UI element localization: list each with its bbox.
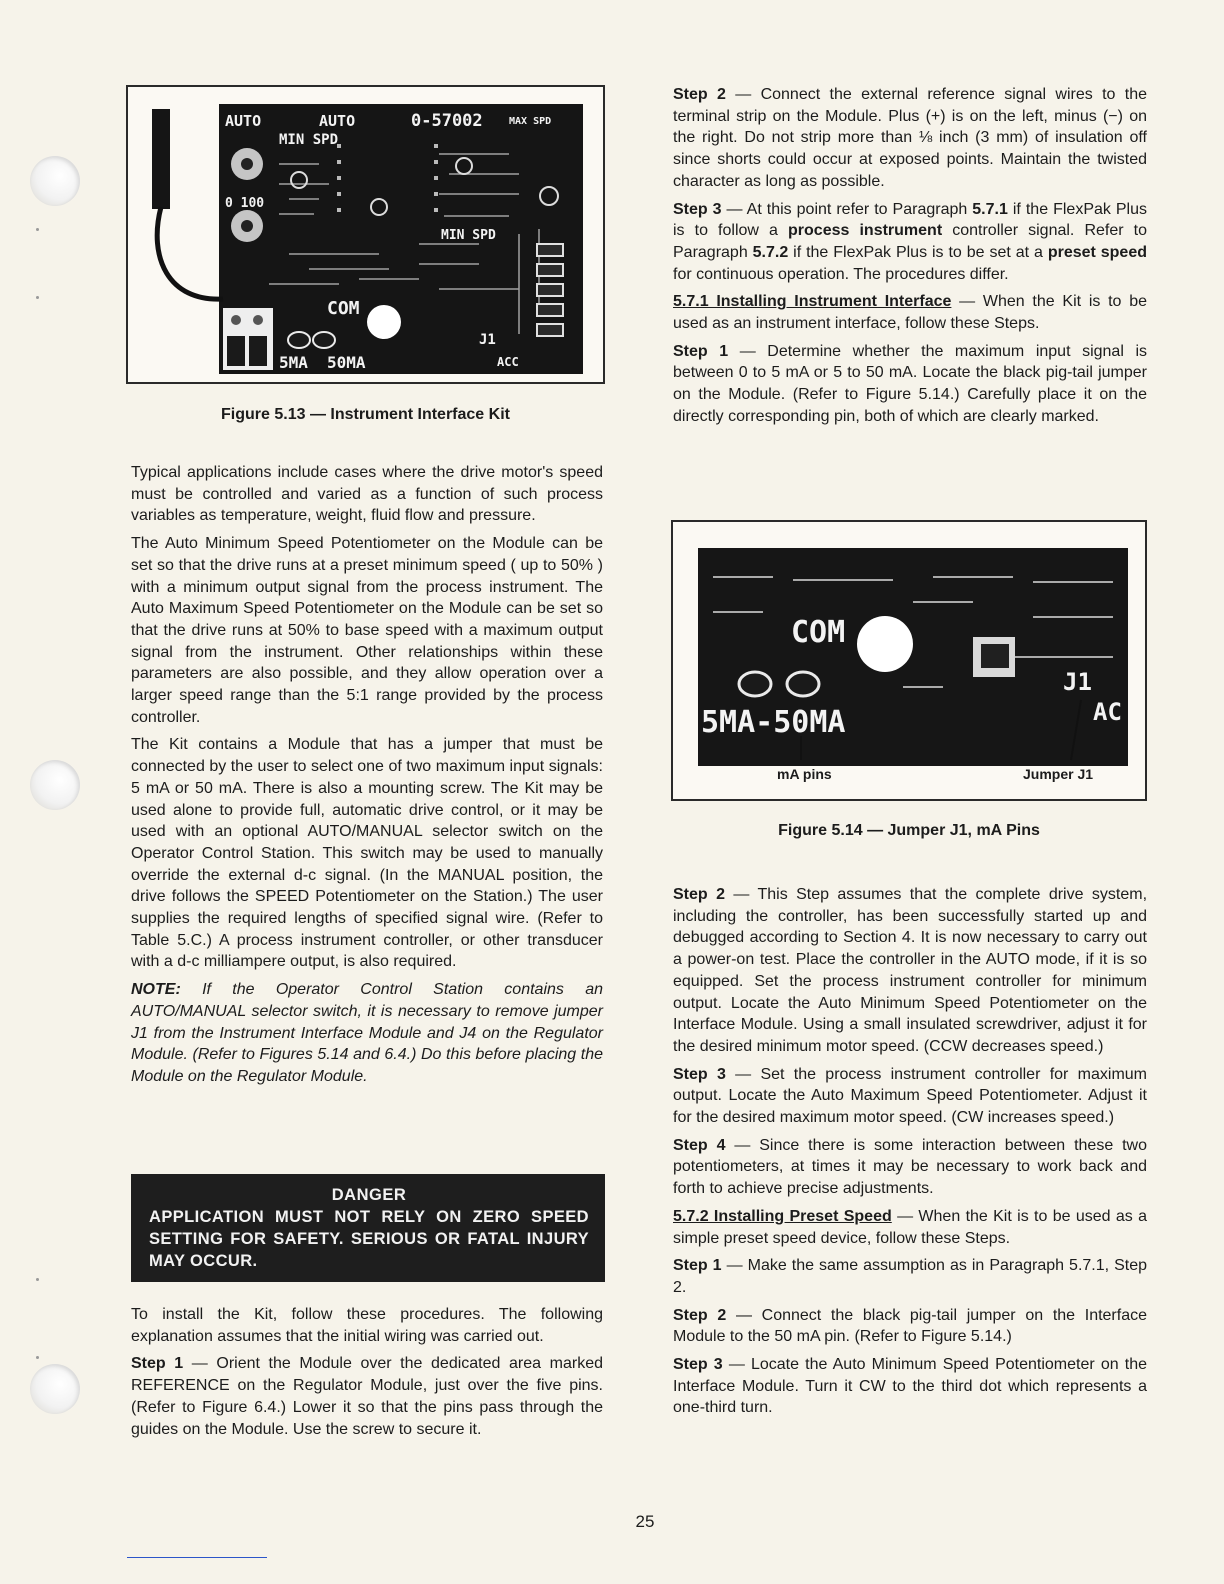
figure-5-14-frame	[671, 520, 1147, 801]
step3-text-b: if the FlexPak Plus is to follow a	[673, 200, 1147, 240]
paragraph-step3-refer	[673, 199, 1147, 286]
paper-speck	[36, 1278, 39, 1281]
paper-speck	[36, 296, 39, 299]
label-auto-max: AUTO	[225, 112, 262, 130]
left-column-lower	[131, 1304, 603, 1446]
s571-step4-text: — Since there is some interaction between these two potentiometers, at times it may be necessary to work back and forth to achieve precise adjustments.	[673, 1136, 1148, 1198]
s572-step2-text: — Connect the black pig-tail jumper on the Interface Module to the 50 mA pin. (Refer to Figure 5.14.)	[673, 1306, 1148, 1346]
footer-rule	[127, 1557, 267, 1558]
s571-step2-label: Step 2	[673, 886, 725, 903]
paragraph-572-step1	[673, 1255, 1147, 1298]
paragraph-572-step2	[673, 1305, 1147, 1348]
paper-speck	[36, 1356, 39, 1359]
pigtail-wire	[128, 87, 607, 386]
step3-preset-speed: preset speed	[1047, 243, 1147, 261]
label-jumper-j1: Jumper J1	[1023, 766, 1094, 782]
paragraph-step2-connect	[673, 84, 1147, 193]
step1-text: — Orient the Module over the dedicated area marked REFERENCE on the Regulator Module, just over the five pins. (Refer to Figure 6.4.) Lower it so that the pins pass through the guides on the Module. Use the screw to secure it.	[131, 1355, 603, 1438]
label-com: COM	[327, 298, 360, 319]
s571-step1-label: Step 1	[673, 342, 729, 360]
paragraph-571-intro	[673, 291, 1147, 334]
figure-5-14-photo	[673, 522, 1145, 799]
paragraph-kit-contents: The Kit contains a Module that has a jumper that must be connected by the user to select one of two maximum input signals: 5 mA or 50 mA. There is also a mounting screw. The Kit may be used alone to provide full, automatic drive control, or it may be used with an optional AUTO/MANUAL selector switch on the Operator Control Station. This switch may be used to manually override the external d-c signal. (In the MANUAL position, the drive follows the SPEED Potentiometer on the Station.) The user supplies the required lengths of specified signal wire. (Refer to Table 5.C.) A process instrument controller, or other transducer with a d-c milliampere output, is also required.	[131, 736, 603, 971]
paragraph-571-step4	[673, 1135, 1147, 1200]
paper-speck	[36, 228, 39, 231]
left-column	[131, 462, 603, 1094]
section-571-heading: 5.7.1 Installing Instrument Interface	[673, 293, 952, 311]
paragraph-step1	[131, 1353, 603, 1440]
label-max-spd: MAX SPD	[509, 116, 552, 127]
page-number: 25	[635, 1512, 655, 1531]
fig514-label-com: COM	[791, 615, 846, 650]
s572-step2-label: Step 2	[673, 1306, 727, 1324]
note-text: If the Operator Control Station contains an AUTO/MANUAL selector switch, it is necessary to remove jumper J1 from the Instrument Interface Module and J4 on the Regulator Module. (Refer to Figures 5.14 and 6.4.) Do this before placing the Module on the Regulator Module.	[131, 981, 603, 1085]
step3-text-c: controller signal. Refer to Paragraph	[673, 222, 1148, 261]
paragraph-571-step3	[673, 1064, 1147, 1129]
section-572-text: — When the Kit is to be used as a simple preset speed device, follow these Steps.	[673, 1207, 1147, 1247]
step3-process-instrument: process instrument	[788, 222, 943, 240]
s572-step1-label: Step 1	[673, 1257, 722, 1275]
label-auto-min: AUTO	[319, 112, 356, 130]
label-scale: 0 100	[225, 196, 265, 211]
paragraph-potentiometers: The Auto Minimum Speed Potentiometer on the Module can be set so that the drive runs at a preset minimum speed ( up to 50% ) with a minimum output signal from the process instrument. The Auto Maximum Speed Potentiometer on the Module can be set so that the drive runs at 50% to base speed with a maximum output signal from the instrument. Other relationships within these parameters are also possible, and they allow operation over a larger speed range than the 5:1 range provided by the process controller.	[131, 535, 603, 726]
section-571-text: — When the Kit is to be used as an instrument interface, follow these Steps.	[673, 293, 1147, 333]
punch-hole-bottom	[30, 1364, 80, 1414]
danger-box	[131, 1174, 605, 1282]
s571-step4-label: Step 4	[673, 1136, 726, 1154]
right-column-upper	[673, 84, 1147, 434]
figure-5-13-caption: Figure 5.13 — Instrument Interface Kit	[221, 406, 510, 423]
step3-label: Step 3	[673, 200, 722, 218]
label-50ma: 50MA	[327, 353, 366, 372]
paragraph-applications: Typical applications include cases where the drive motor's speed must be controlled and varied as a function of such process variables as temperature, weight, fluid flow and pressure.	[131, 464, 603, 525]
paragraph-install-intro: To install the Kit, follow these procedures. The following explanation assumes that the initial wiring was carried out.	[131, 1306, 603, 1345]
fig514-label-j1: J1	[1063, 668, 1092, 696]
step2-label: Step 2	[673, 86, 726, 103]
s571-step2-text: — This Step assumes that the complete drive system, including the controller, has been successfully started up and debugged according to Section 4. It is now necessary to carry out a power-on test. Place the controller in the AUTO mode, if it is so equipped. Set the process instrument controller for minimum output. Locate the Auto Minimum Speed Potentiometer on the Interface Module. Using a small insulated screwdriver, adjust it for the desired minimum motor speed. (CCW decreases speed.)	[673, 886, 1148, 1055]
right-column-lower	[673, 884, 1147, 1425]
fig514-label-ma: 5MA-50MA	[701, 705, 846, 740]
step3-text-d: if the FlexPak Plus is to be set at a	[788, 243, 1048, 261]
paragraph-571-step1	[673, 341, 1147, 428]
danger-title: DANGER	[331, 1186, 407, 1204]
figure-5-13-frame	[126, 85, 605, 384]
figure-5-14-caption: Figure 5.14 — Jumper J1, mA Pins	[778, 822, 1040, 839]
step3-ref-572: 5.7.2	[752, 243, 789, 261]
step3-text-a: — At this point refer to Paragraph	[721, 200, 973, 218]
step1-label: Step 1	[131, 1355, 184, 1373]
label-min-spd: MIN SPD	[279, 132, 339, 148]
label-acc: ACC	[497, 355, 519, 369]
paragraph-572-step3	[673, 1354, 1147, 1419]
paragraph-572-intro	[673, 1206, 1147, 1249]
note-paragraph	[131, 979, 603, 1088]
step3-ref-571: 5.7.1	[972, 200, 1008, 218]
s572-step1-text: — Make the same assumption as in Paragraph 5.7.1, Step 2.	[673, 1257, 1148, 1296]
step2-text: — Connect the external reference signal wires to the terminal strip on the Module. Plus (+) is on the left, minus (−) on the right. Do not strip more than ⅛ inch (3 mm) of insulation off since shorts could occur at exposed points. Maintain the twisted character as long as possible.	[673, 86, 1147, 190]
s572-step3-label: Step 3	[673, 1356, 723, 1374]
label-ma-pins: mA pins	[777, 766, 832, 782]
section-572-heading: 5.7.2 Installing Preset Speed	[673, 1207, 892, 1225]
fig514-label-ac: AC	[1093, 698, 1122, 726]
s571-step3-label: Step 3	[673, 1065, 726, 1083]
label-j1: J1	[479, 332, 496, 348]
label-part-number: 0-57002	[411, 111, 483, 131]
punch-hole-middle	[30, 760, 80, 810]
label-min-spd-2: MIN SPD	[441, 228, 496, 243]
paragraph-571-step2	[673, 884, 1147, 1058]
step3-text-e: for continuous operation. The procedures differ.	[673, 265, 1009, 283]
s572-step3-text: — Locate the Auto Minimum Speed Potentiometer on the Interface Module. Turn it CW to the third dot which represents a one-third turn.	[673, 1356, 1148, 1417]
danger-message: APPLICATION MUST NOT RELY ON ZERO SPEED SETTING FOR SAFETY. SERIOUS OR FATAL INJURY MAY OCCUR.	[149, 1208, 589, 1270]
s571-step3-text: — Set the process instrument controller for maximum output. Locate the Auto Maximum Speed Potentiometer. Adjust it for the desired maximum motor speed. (CW increases speed.)	[673, 1065, 1148, 1127]
punch-hole-top	[30, 156, 80, 206]
note-label: NOTE:	[131, 981, 181, 999]
s571-step1-text: — Determine whether the maximum input signal is between 0 to 5 mA or 5 to 50 mA. Locate the black pig-tail jumper on the Module. (Refer to Figure 5.14.) Carefully place it on the directly corresponding pin, both of which are clearly marked.	[673, 342, 1148, 425]
label-5ma: 5MA	[279, 353, 308, 372]
